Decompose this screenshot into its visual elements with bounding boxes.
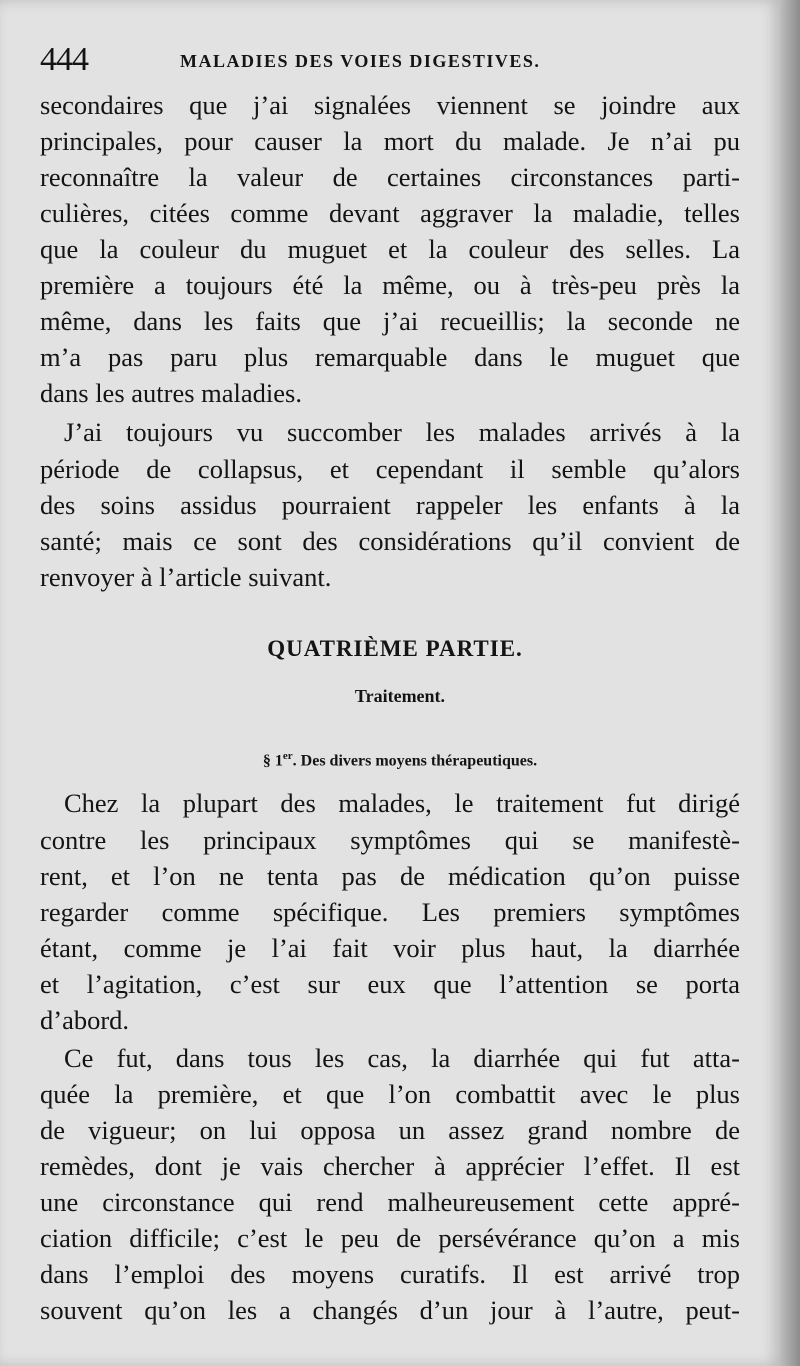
text-line: période de collapsus, et cependant il semble qu’alors xyxy=(40,454,740,484)
text-line: reconnaître la valeur de certaines circonstances parti- xyxy=(40,162,740,192)
text-line: que la couleur du muguet et la couleur des selles. La xyxy=(40,234,740,264)
paragraph-heading-prefix: § 1 xyxy=(262,752,283,770)
text-line: souvent qu’on les a changés d’un jour à l’autre, peut- xyxy=(40,1295,740,1325)
text-line: principales, pour causer la mort du malade. Je n’ai pu xyxy=(40,126,740,156)
text-line: culières, citées comme devant aggraver la maladie, telles xyxy=(40,198,740,228)
text-line: même, dans les faits que j’ai recueillis; la seconde ne xyxy=(40,306,740,336)
text-line: dans les autres maladies. xyxy=(40,378,302,408)
text-line: une circonstance qui rend malheureusement cette appré- xyxy=(40,1187,740,1217)
text-line: santé; mais ce sont des considérations qu’il convient de xyxy=(40,526,740,556)
text-line: rent, et l’on ne tenta pas de médication qu’on puisse xyxy=(40,861,740,891)
page-edge-shadow xyxy=(780,0,800,1366)
text-line: J’ai toujours vu succomber les malades arrivés à la xyxy=(64,417,740,447)
section-subtitle: Traitement. xyxy=(354,686,446,706)
text-line: secondaires que j’ai signalées viennent se joindre aux xyxy=(40,90,740,120)
page-header xyxy=(40,40,760,84)
text-line: d’abord. xyxy=(40,1005,130,1035)
text-line: Ce fut, dans tous les cas, la diarrhée qui fut atta- xyxy=(64,1043,740,1073)
text-line: et l’agitation, c’est sur eux que l’attention se porta xyxy=(40,969,740,999)
section-title: QUATRIÈME PARTIE. xyxy=(267,636,523,661)
paragraph-heading-superscript: er xyxy=(282,750,293,762)
text-line: de vigueur; on lui opposa un assez grand nombre de xyxy=(40,1115,740,1145)
paragraph-heading xyxy=(0,744,800,773)
text-line: Chez la plupart des malades, le traitement fut dirigé xyxy=(64,788,740,818)
text-line: ciation difficile; c’est le peu de persévérance qu’on a mis xyxy=(40,1223,740,1253)
running-head: MALADIES DES VOIES DIGESTIVES. xyxy=(180,51,541,71)
text-line: des soins assidus pourraient rappeler les enfants à la xyxy=(40,490,740,520)
text-line: m’a pas paru plus remarquable dans le muguet que xyxy=(40,342,740,372)
text-line: remèdes, dont je vais chercher à apprécier l’effet. Il est xyxy=(40,1151,740,1181)
text-line: première a toujours été la même, ou à très-peu près la xyxy=(40,270,740,300)
page-number: 444 xyxy=(40,41,88,78)
text-line: quée la première, et que l’on combattit avec le plus xyxy=(40,1079,740,1109)
text-line: regarder comme spécifique. Les premiers symptômes xyxy=(40,897,740,927)
text-line: dans l’emploi des moyens curatifs. Il est arrivé trop xyxy=(40,1259,740,1289)
text-line: contre les principaux symptômes qui se manifestè- xyxy=(40,825,740,855)
text-line: renvoyer à l’article suivant. xyxy=(40,562,332,592)
paragraph-heading-text: . Des divers moyens thérapeutiques. xyxy=(292,752,538,770)
text-line: étant, comme je l’ai fait voir plus haut, la diarrhée xyxy=(40,933,740,963)
